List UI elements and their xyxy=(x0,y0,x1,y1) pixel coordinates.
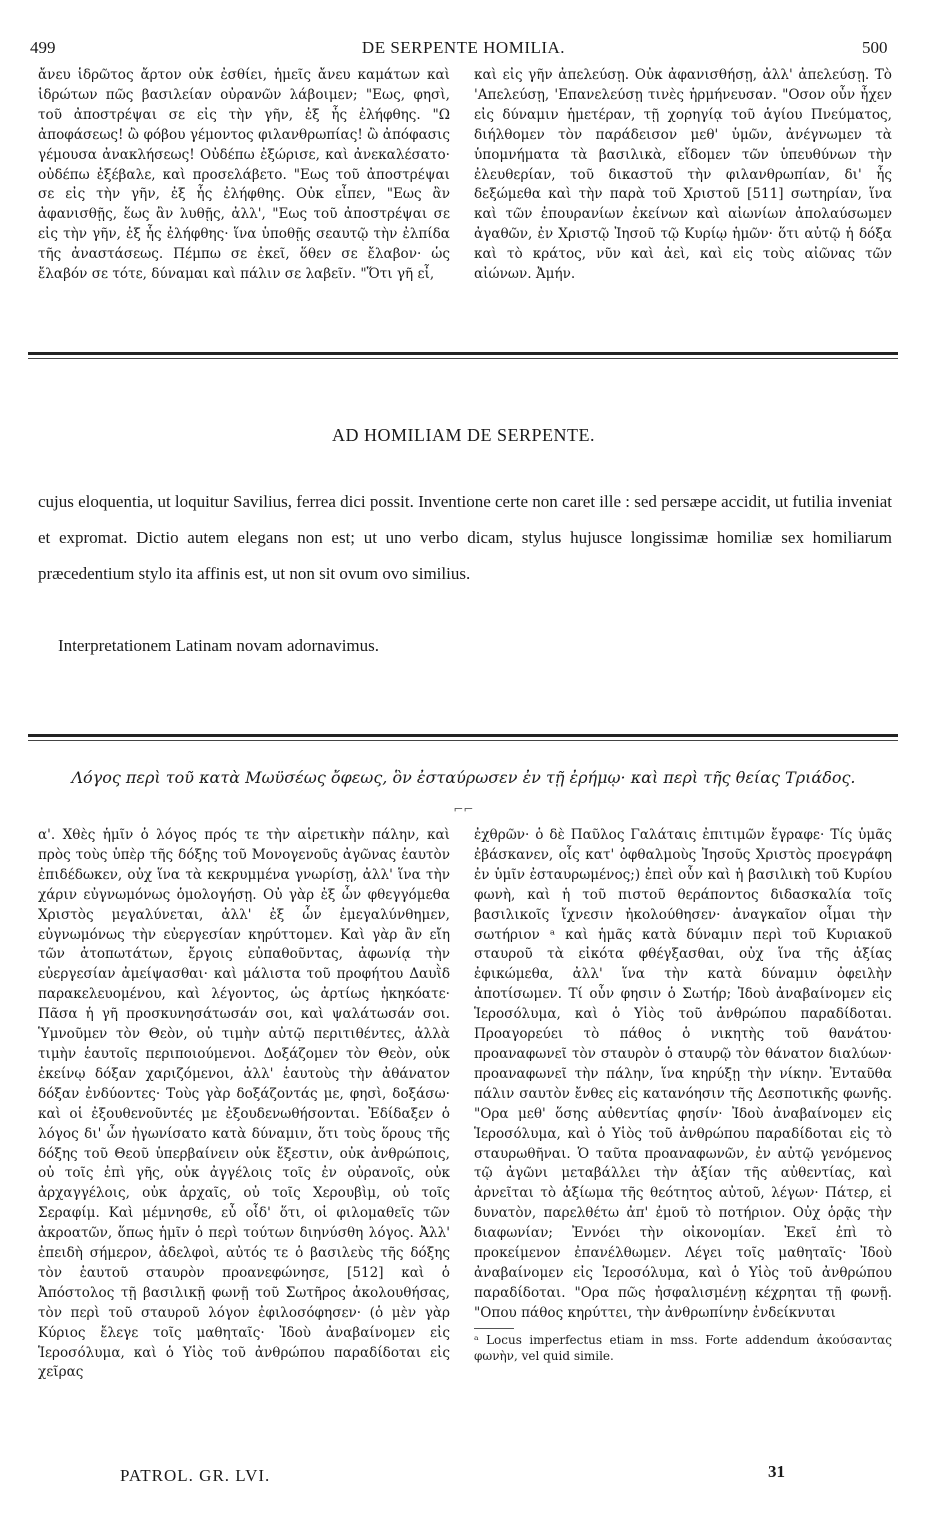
top-right-column xyxy=(474,66,892,285)
latin-paragraph: cujus eloquentia, ut loquitur Savilius, ferrea dici possit. Inventione certe non caret ille : sed persæpe accidit, ut futilia inveniat et expromat. Dictio autem elegans non est; ut uno verbo dicam, stylus hujusce longissimæ homiliæ sex homiliarum præcedentium stylo ita affinis est, ut non sit ovum ovo similius. xyxy=(38,492,893,583)
section-divider-thin xyxy=(28,358,898,359)
homily-divider-thin xyxy=(28,740,898,741)
bottom-left-text: α'. Χθὲς ἡμῖν ὁ λόγος πρός τε τὴν αἱρετικὴν πάλην, καὶ πρὸς τοὺς ὑπὲρ τῆς δόξης τοῦ Μονογενοῦς ἀγῶνας ἑαυτὸν ἐπιδέδωκεν, οὐχ ἵνα τὰ κεκρυμμένα γνωρίσῃ, ἀλλ' ἵνα τὴν χάριν εὐγνωμόνως ὁμολογήσῃ. Οὐ γὰρ ἐξ ὧν φθεγγόμεθα Χριστὸς μεγαλύνεται, ἀλλ' ἐξ ὧν ἐμεγαλύνθημεν, εὐγνωμόνως τὴν εὐεργεσίαν κηρύττομεν. Καὶ γὰρ ἂν εἴη τῶν ἀτοπωτάτων, ἔργοις εὐπαθοῦντας, ἀφωνίᾳ τὴν εὐεργεσίαν ἀμείψασθαι· καὶ μάλιστα τοῦ προφήτου Δαυῒδ παρακελευομένου, καὶ λέγοντος, ὡς ἀρτίως ἠκηκόατε· Πᾶσα ἡ γῆ προσκυνησάτωσάν σοι, καὶ ψαλάτωσάν σοι. Ὑμνοῦμεν τὸν Θεὸν, οὐ τιμὴν αὐτῷ περιτιθέντες, ἀλλὰ τιμὴν ἑαυτοῖς περιποιούμενοι. Δοξάζομεν τὸν Θεὸν, οὐκ ἐκείνῳ δόξαν χαριζόμενοι, ἀλλ' ἑαυτοὺς τὴν ἀθάνατον δόξαν ἐνδύοντες· Τοὺς γὰρ δοξάζοντάς με, φησὶ, δοξάσω· καὶ οἱ ἐξουθενοῦντές με ἐξουδενωθήσονται. Ἐδίδαξεν ὁ λόγος δι' ὧν ἠγωνίσατο κατὰ δύναμιν, ὅτι τοὺς ὅρους τῆς δόξης τοῦ Θεοῦ ὑπερβαίνειν οὐκ ἔξεστιν, οὐκ ἀνθρώποις, οὐ τοῖς ἐπὶ γῆς, οὐκ ἀγγέλοις τοῖς ἐν οὐρανοῖς, οὐκ ἀρχαγγέλοις, οὐκ ἀρχαῖς, οὐ τοῖς Χερουβὶμ, οὐ τοῖς Σεραφίμ. Καὶ μέμνησθε, εὖ οἶδ' ὅτι, οἱ φιλομαθεῖς τῶν ἀκροατῶν, ὅπως ἡμῖν ὁ περὶ τούτων διηνύσθη λόγος. Ἀλλ' ἐπειδὴ σήμερον, ἀδελφοὶ, αὐτός τε ὁ βασιλεὺς τῆς δόξης τὸν ἑαυτοῦ σταυρὸν προανεφώνησε, [512] καὶ ὁ Ἀπόστολος τῇ βασιλικῇ φωνῇ τοῦ Σωτῆρος ἀκολουθήσας, τὸν περὶ τοῦ σταυροῦ λόγον ἐφιλοσόφησεν· (ὁ μὲν γὰρ Κύριος ἔλεγε τοῖς μαθηταῖς· Ἰδοὺ ἀναβαίνομεν εἰς Ἱεροσόλυμα, καὶ ὁ Υἱὸς τοῦ ἀνθρώπου παραδίδοται εἰς χεῖρας xyxy=(38,827,450,1381)
footer-signature: 31 xyxy=(768,1462,785,1481)
top-left-text: ἄνευ ἱδρῶτος ἄρτον οὐκ ἐσθίει, ἡμεῖς ἄνευ καμάτων καὶ ἱδρώτων πῶς βασιλείαν οὐρανῶν λάβοιμεν; "Εως, φησὶ, τοῦ ἀποστρέψαι σε εἰς τὴν γῆν, ἐξ ἧς ἐλήφθης. "Ω ἀποφάσεως! ὢ φόβου γέμοντος φιλανθρωπίας! ὢ ἀπόφασις γέμουσα ἀνακλήσεως! Οὐδέπω ἐξώρισε, καὶ ἀνεκαλέσατο· οὐδέπω ἐξέβαλε, καὶ προσελάβετο. "Εως τοῦ ἀποστρέψαι σε εἰς τὴν γῆν, ἐξ ἧς ἐλήφθης. Οὐκ εἶπεν, "Εως ἂν ἀφανισθῇς, ἕως ἂν λυθῇς, ἀλλ', "Εως τοῦ ἀποστρέψαι σε εἰς τὴν γῆν, ἐξ ἧς ἐλήφθης· ἵνα ὑποθῇς σεαυτῷ τὴν ἐλπίδα τῆς ἀναστάσεως. Πέμπω σε ἐκεῖ, ὅθεν σε ἔλαβον· ὡς ἔλαβόν σε τότε, δύναμαι καὶ πάλιν σε λαβεῖν. "Ὅτι γῆ εἶ, xyxy=(38,67,450,283)
right-page-number: 500 xyxy=(862,38,888,57)
running-title: DE SERPENTE HOMILIA. xyxy=(361,38,566,57)
homily-divider-thick xyxy=(28,734,898,737)
top-left-column xyxy=(38,66,450,285)
ornament: ⌐⌐ xyxy=(453,802,474,816)
homily-title: Λόγος περὶ τοῦ κατὰ Μωϋσέως ὄφεως, ὃν ἐσταύρωσεν ἐν τῇ ἐρήμῳ· καὶ περὶ τῆς θείας Τριάδος. xyxy=(71,768,856,787)
footnote-rule xyxy=(474,1328,514,1329)
footer-series: PATROL. GR. LVI. xyxy=(120,1466,271,1485)
section-divider-thick xyxy=(28,352,898,355)
section-title: AD HOMILIAM DE SERPENTE. xyxy=(332,425,595,445)
bottom-right-column xyxy=(474,826,892,1364)
bottom-right-text: ἐχθρῶν· ὁ δὲ Παῦλος Γαλάταις ἐπιτιμῶν ἔγραφε· Τίς ὑμᾶς ἐβάσκανεν, οἷς κατ' ὀφθαλμοὺς Ἰησοῦς Χριστὸς προεγράφη ἐν ὑμῖν ἐσταυρωμένος;) ἐπεὶ οὖν καὶ ἡ βασιλικὴ τοῦ Κυρίου φωνὴ, καὶ ἡ τοῦ πιστοῦ θεράποντος διδασκαλία τοῖς βασιλικοῖς ἴχνεσιν ἠκολούθησεν· ἀναγκαῖον οἶμαι τὴν σωτήριον ᵃ καὶ ἡμᾶς κατὰ δύναμιν περὶ τοῦ Κυριακοῦ σταυροῦ τὰ εἰκότα φθέγξασθαι, οὐχ ἵνα τῆς ἀξίας ἐφικώμεθα, ἀλλ' ἵνα τὴν κατὰ δύναμιν ὀφειλὴν ἀποτίσωμεν. Τί οὖν φησιν ὁ Σωτήρ; Ἰδοὺ ἀναβαίνομεν εἰς Ἱεροσόλυμα, καὶ ὁ Υἱὸς τοῦ ἀνθρώπου παραδίδοται. Προαγορεύει τὸ πάθος ὁ νικητὴς τοῦ θανάτου· προαναφωνεῖ τὸν σταυρὸν ὁ σταυρῷ τὸν θάνατον διαλύων· προαναφωνεῖ τὴν πάλην, ἵνα κηρύξῃ τὴν νίκην. Ἐνταῦθα πάλιν σαυτὸν ἔνθες εἰς κατανόησιν τῆς Δεσποτικῆς φωνῆς. "Ορα μεθ' ὅσης αὐθεντίας φησίν· Ἰδοὺ ἀναβαίνομεν εἰς Ἱεροσόλυμα, καὶ ὁ Υἱὸς τοῦ ἀνθρώπου παραδίδοται εἰς τὸ σταυρωθῆναι. Ὁ ταῦτα προαναφωνῶν, ἐν αὐτῷ γενόμενος τῷ ἀγῶνι μεταβάλλει τὴν ἀξίαν τῆς αὐθεντίας, καὶ ἀρνεῖται τὸ ἀξίωμα τῆς θεότητος αὐτοῦ, λέγων· Πάτερ, εἰ δυνατὸν, παρελθέτω ἀπ' ἐμοῦ τὸ ποτήριον. Οὐχ ὁρᾷς τὴν διαφωνίαν; Ἐννόει τὴν οἰκονομίαν. Ἐκεῖ ἐπὶ τὸ προκείμενον ἐπανέλθωμεν. Λέγει τοῖς μαθηταῖς· Ἰδοὺ ἀναβαίνομεν εἰς Ἱεροσόλυμα, καὶ ὁ Υἱὸς τοῦ ἀνθρώπου παραδίδοται. "Ορα πῶς ἠσφαλισμένῃ κέχρηται τῇ φωνῇ. "Οπου πάθος κηρύττει, τὴν ἀνθρωπίνην ἐνδείκνυται xyxy=(474,827,892,1321)
latin-paragraph-block xyxy=(38,484,892,592)
footnote: ᵃ Locus imperfectus etiam in mss. Forte addendum ἀκούσαντας φωνὴν, vel quid simile. xyxy=(474,1332,892,1363)
bottom-left-column xyxy=(38,826,450,1383)
left-page-number: 499 xyxy=(30,38,56,57)
latin-note: Interpretationem Latinam novam adornavimus. xyxy=(58,636,380,655)
top-right-text: καὶ εἰς γῆν ἀπελεύσῃ. Οὐκ ἀφανισθήσῃ, ἀλλ' ἀπελεύσῃ. Τὸ 'Απελεύσῃ, 'Επανελεύσῃ τινὲς ἡρμήνευσαν. "Οσον οὖν ἦχεν εἰς δύναμιν ἡμετέραν, τῇ χορηγίᾳ τοῦ ἁγίου Πνεύματος, διήλθομεν τὸν παράδεισον μεθ' ὑμῶν, ἀνέγνωμεν τὰ ὑπομνήματα τὰ βασιλικὰ, εἴδομεν τῶν ὑπευθύνων τὴν ἐλευθερίαν, τοῦ δικαστοῦ τὴν φιλανθρωπίαν, δι' ἧς δεξώμεθα καὶ τὴν παρὰ τοῦ Χριστοῦ [511] σωτηρίαν, ἵνα καὶ τῶν ἐπουρανίων ἐκείνων καὶ αἰωνίων ἀπολαύσωμεν ἀγαθῶν, ἐν Χριστῷ Ἰησοῦ τῷ Κυρίῳ ἡμῶν· ὅτι αὐτῷ ἡ δόξα καὶ τὸ κράτος, νῦν καὶ ἀεὶ, καὶ εἰς τοὺς αἰῶνας τῶν αἰώνων. Ἀμήν. xyxy=(474,67,892,283)
